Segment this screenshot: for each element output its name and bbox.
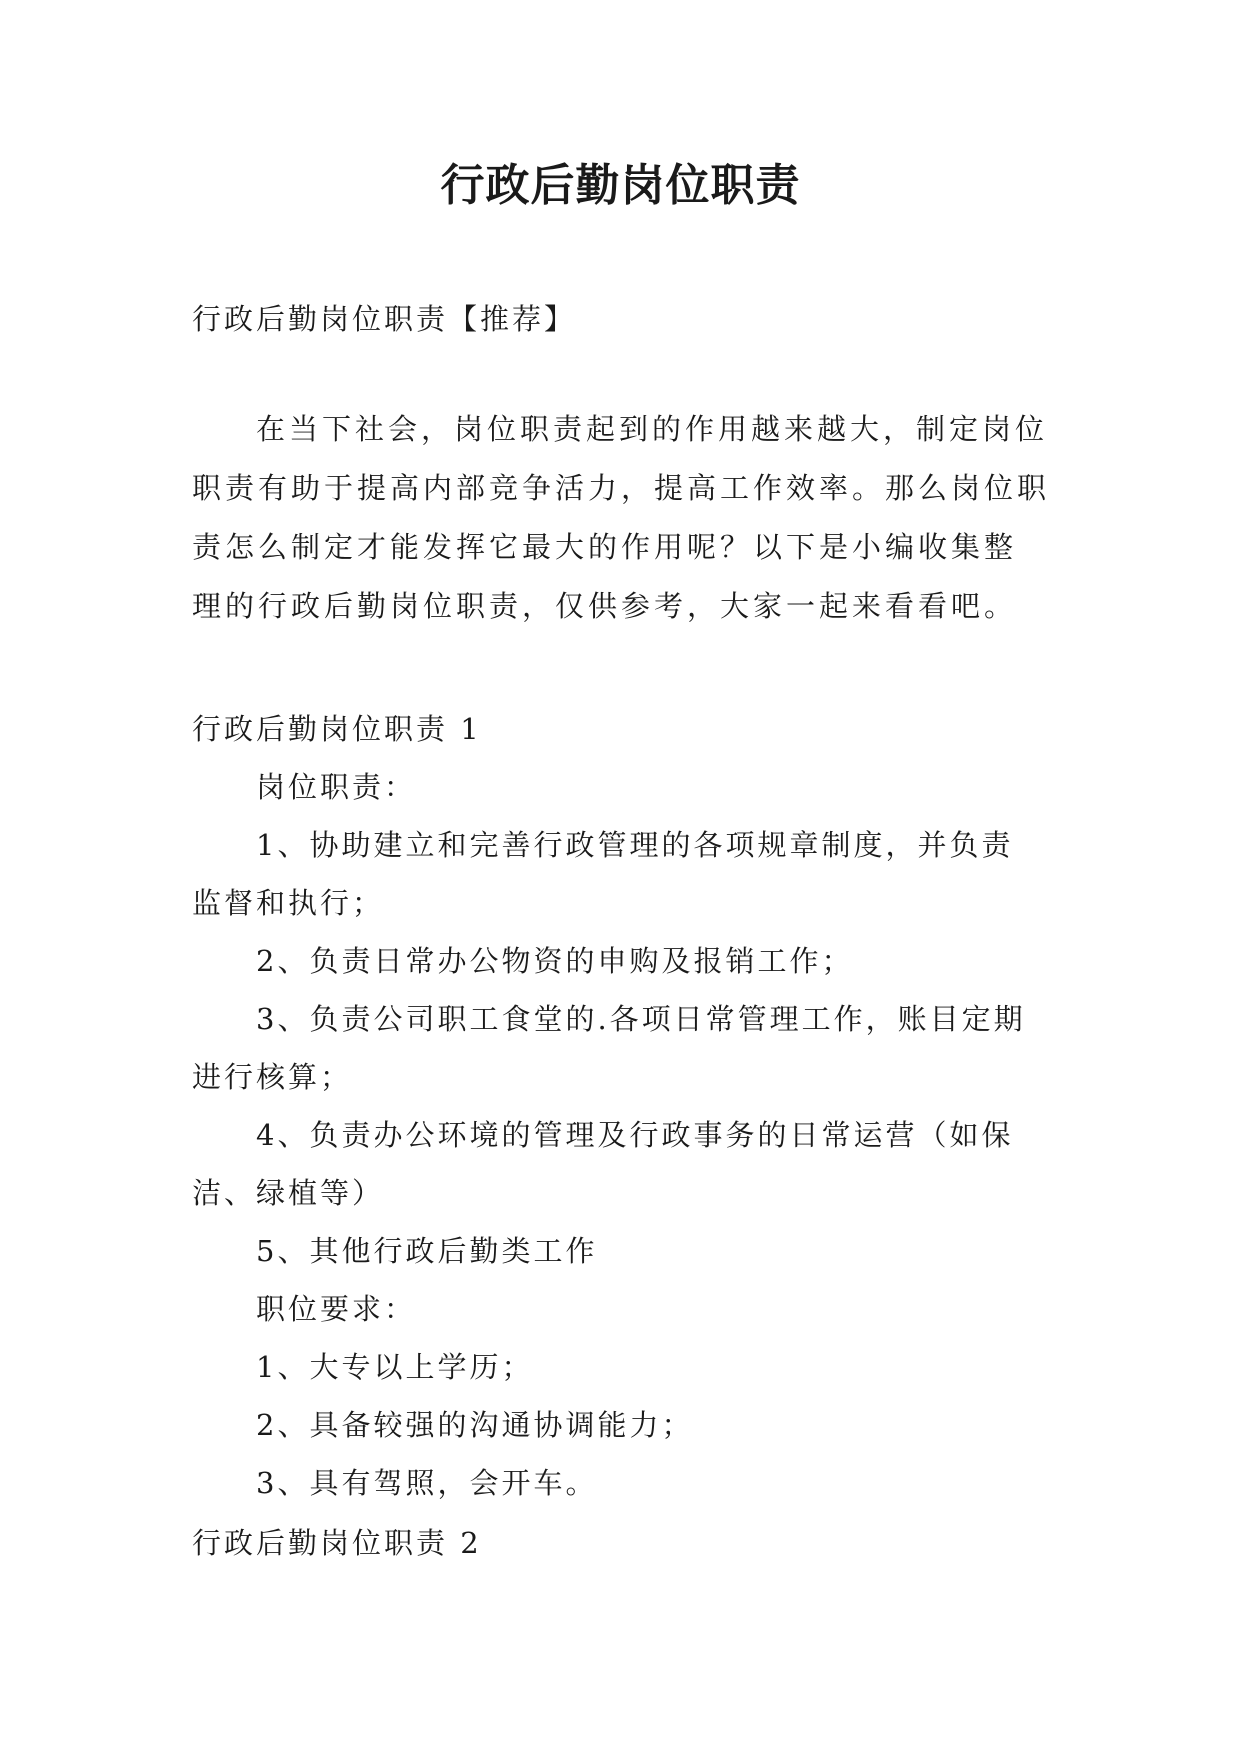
body-line: 2、负责日常办公物资的申购及报销工作； <box>256 944 854 978</box>
body-line: 2、具备较强的沟通协调能力； <box>256 1408 694 1442</box>
intro-paragraph <box>192 400 1052 636</box>
body-line: 1、大专以上学历； <box>256 1350 534 1384</box>
section-1-heading: 行政后勤岗位职责 1 <box>192 712 482 746</box>
body-line: 洁、绿植等） <box>192 1176 385 1210</box>
document-title: 行政后勤岗位职责 <box>440 160 801 211</box>
intro-line: 在当下社会，岗位职责起到的作用越来越大，制定岗位 <box>256 412 1049 446</box>
body-line: 1、协助建立和完善行政管理的各项规章制度，并负责 <box>256 828 1014 862</box>
body-line: 5、其他行政后勤类工作 <box>256 1234 598 1268</box>
body-line: 进行核算； <box>192 1060 353 1094</box>
body-line: 监督和执行； <box>192 886 385 920</box>
document-subtitle: 行政后勤岗位职责【推荐】 <box>192 302 577 336</box>
body-line: 4、负责办公环境的管理及行政事务的日常运营（如保 <box>256 1118 1014 1152</box>
section-1-body <box>192 758 1052 1512</box>
intro-line: 理的行政后勤岗位职责，仅供参考，大家一起来看看吧。 <box>192 589 1018 623</box>
body-line: 职位要求： <box>256 1292 417 1326</box>
body-line: 岗位职责： <box>256 770 417 804</box>
intro-line: 责怎么制定才能发挥它最大的作用呢？以下是小编收集整 <box>192 530 1018 564</box>
body-line: 3、具有驾照，会开车。 <box>256 1466 598 1500</box>
body-line: 3、负责公司职工食堂的.各项日常管理工作，账目定期 <box>256 1002 1026 1036</box>
section-2-heading: 行政后勤岗位职责 2 <box>192 1526 482 1560</box>
intro-line: 职责有助于提高内部竞争活力，提高工作效率。那么岗位职 <box>192 471 1051 505</box>
